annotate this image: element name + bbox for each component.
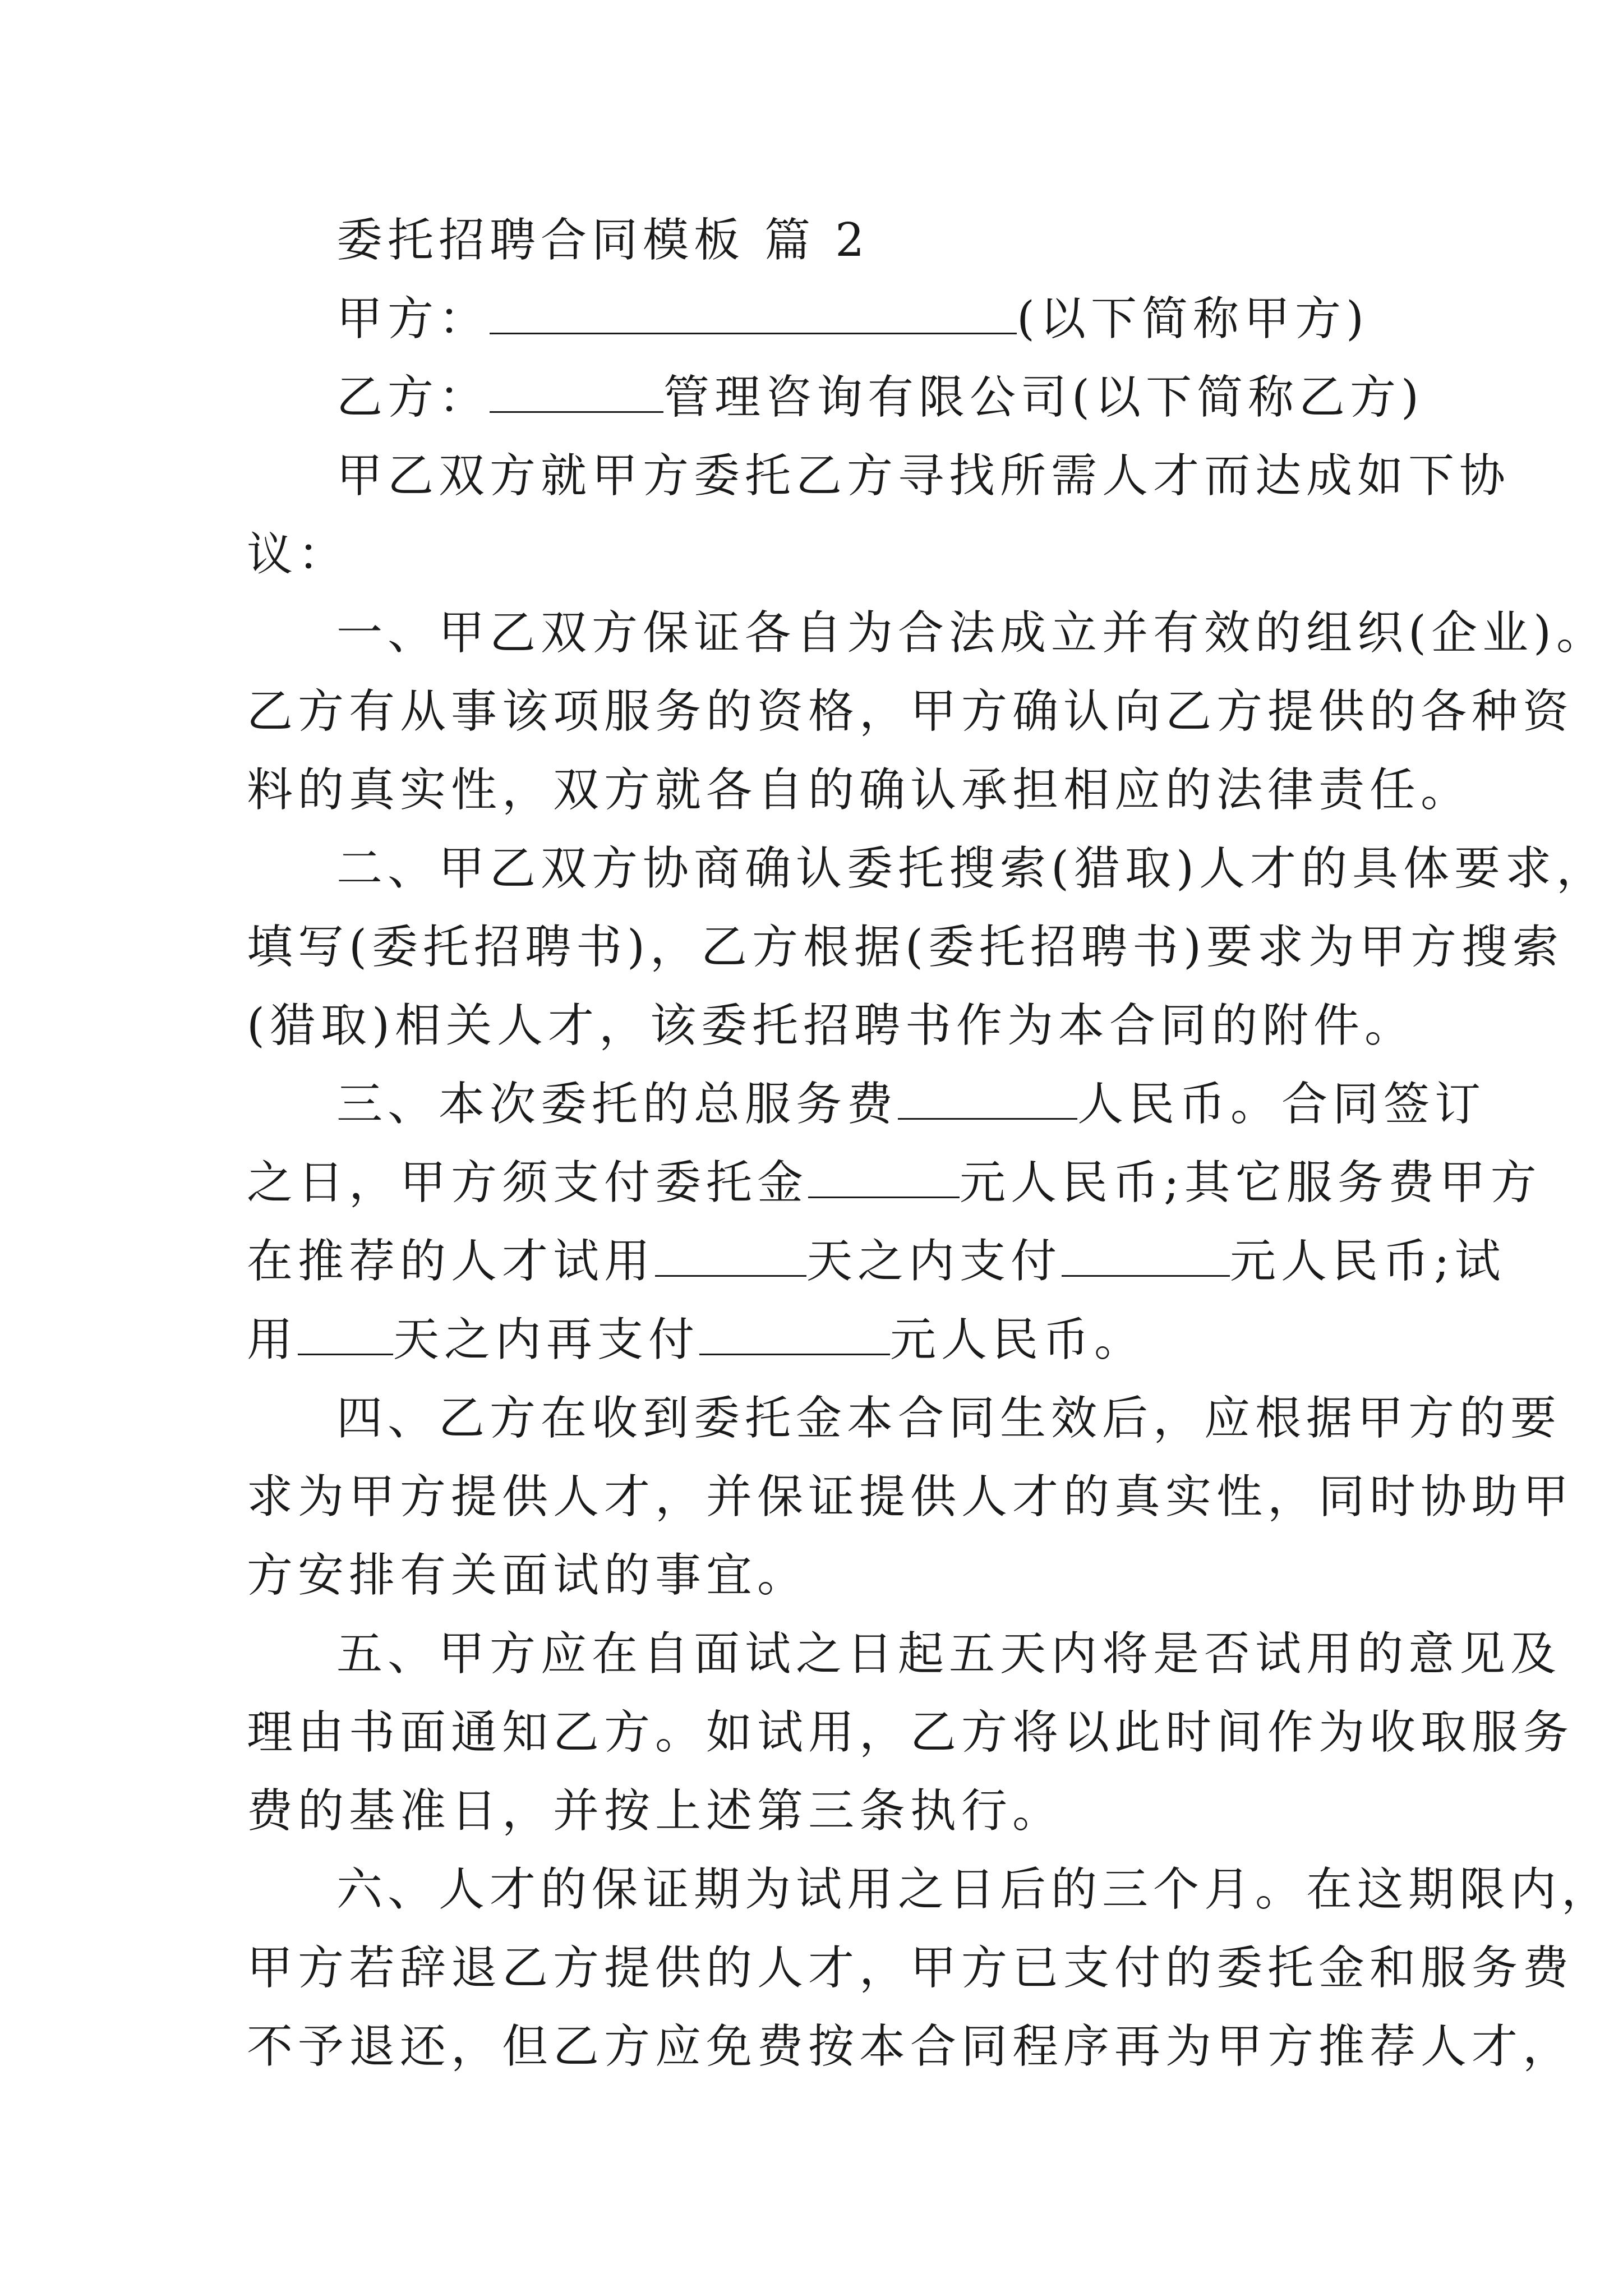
intro-paragraph-line: 甲乙双方就甲方委托乙方寻找所需人才而达成如下协	[336, 449, 1511, 503]
clause-1-line: 一、甲乙双方保证各自为合法成立并有效的组织(企业)。	[336, 606, 1607, 660]
clause-2-line: 填写(委托招聘书)，乙方根据(委托招聘书)要求为甲方搜索	[247, 921, 1564, 974]
clause-5-line: 理由书面通知乙方。如试用，乙方将以此时间作为收取服务	[247, 1706, 1574, 1759]
clause-4-line: 四、乙方在收到委托金本合同生效后，应根据甲方的要	[336, 1392, 1562, 1445]
party-a-line: 甲方： (以下简称甲方)	[336, 292, 1369, 346]
clause-6-line: 甲方若辞退乙方提供的人才，甲方已支付的委托金和服务费	[247, 1941, 1574, 1995]
clause-3-line: 之日，甲方须支付委托金 元人民币;其它服务费甲方	[247, 1156, 1542, 1209]
clause-1-line: 料的真实性，双方就各自的确认承担相应的法律责任。	[247, 763, 1472, 817]
clause-1-line: 乙方有从事该项服务的资格，甲方确认向乙方提供的各种资	[247, 685, 1574, 738]
clause-4-line: 方安排有关面试的事宜。	[247, 1549, 809, 1602]
fill-in-blank	[490, 376, 663, 413]
clause-2-line: 二、甲乙双方协商确认委托搜索(猎取)人才的具体要求，	[336, 842, 1607, 895]
clause-5-line: 五、甲方应在自面试之日起五天内将是否试用的意见及	[336, 1627, 1562, 1681]
fill-in-blank	[898, 1083, 1077, 1120]
clause-3-line: 用 天之内再支付 元人民币。	[247, 1313, 1146, 1366]
clause-5-line: 费的基准日，并按上述第三条执行。	[247, 1784, 1064, 1838]
fill-in-blank	[808, 1162, 960, 1198]
clause-2-line: (猎取)相关人才，该委托招聘书作为本合同的附件。	[247, 999, 1415, 1052]
clause-4-line: 求为甲方提供人才，并保证提供人才的真实性，同时协助甲	[247, 1470, 1574, 1524]
fill-in-blank	[490, 298, 1017, 334]
clause-6-line: 不予退还，但乙方应免费按本合同程序再为甲方推荐人才，	[247, 2020, 1574, 2073]
fill-in-blank	[1062, 1240, 1230, 1277]
fill-in-blank	[655, 1240, 806, 1277]
fill-in-blank	[699, 1319, 890, 1355]
clause-3-line: 三、本次委托的总服务费 人民币。合同签订	[336, 1078, 1486, 1131]
party-b-line: 乙方： 管理咨询有限公司(以下简称乙方)	[336, 371, 1424, 424]
clause-3-line: 在推荐的人才试用 天之内支付 元人民币;试	[247, 1235, 1506, 1288]
intro-paragraph-line: 议：	[247, 528, 349, 581]
contract-title: 委托招聘合同模板 篇 2	[336, 214, 870, 267]
fill-in-blank	[298, 1319, 393, 1355]
clause-6-line: 六、人才的保证期为试用之日后的三个月。在这期限内，	[336, 1863, 1613, 1916]
